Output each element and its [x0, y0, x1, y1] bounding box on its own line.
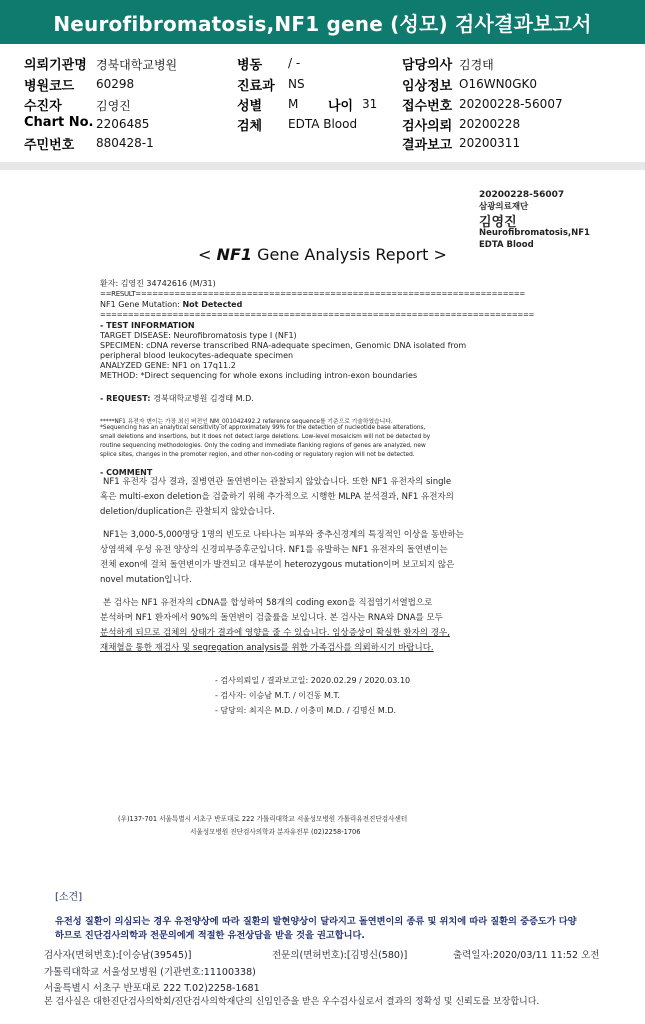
opinion-line-2: 하므로 진단검사의학과 전문의에게 적절한 유전상담을 받을 것을 권고합니다.: [55, 930, 365, 941]
institution-value: 경북대학교병원: [96, 58, 178, 72]
stamp-specimen: EDTA Blood: [479, 240, 534, 250]
age-value: 31: [362, 97, 378, 111]
comment-line-2: 혹은 multi-exon deletion을 검출하기 위해 추가적으로 시행한 MLPA 분석결과, NF1 유전자의: [100, 492, 454, 502]
analyzed-gene: ANALYZED GENE: NF1 on 17q11.2: [100, 361, 236, 370]
stamp-test: Neurofibromatosis,NF1: [479, 228, 590, 238]
print-time: 출력일자:2020/03/11 11:52 오전: [453, 950, 600, 961]
note-line-5: splice sites, changes in the promoter region, and other non-coding or regulatory region will not be detected.: [100, 452, 415, 458]
receipt-label: 접수번호: [402, 99, 453, 114]
request-date-label: 검사의뢰: [402, 119, 453, 134]
title-rest: Gene Analysis Report >: [252, 245, 447, 264]
comment-line-1: NF1 유전자 검사 결과, 질병연관 돌연변이는 관찰되지 않았습니다. 또한 NF1 유전자의 single: [103, 477, 452, 487]
gene-report-title: [0, 245, 645, 264]
comment-line-4: NF1는 3,000-5,000명당 1명의 빈도로 나타나는 피부와 중추신경계의 특징적인 이상을 동반하는: [103, 530, 464, 540]
comment-line-9: 분석하며 NF1 환자에서 90%의 돌연변이 검출률을 보입니다. 본 검사는 RNA와 DNA를 모두: [100, 613, 443, 623]
certification-note: 본 검사실은 대한진단검사의학회/진단검사의학재단의 신임인증을 받은 우수검사실로서 결과의 정확성 및 신뢰도를 보장합니다.: [44, 997, 540, 1007]
request-heading: - REQUEST:: [100, 394, 154, 403]
patient-value: 김영진: [96, 99, 131, 113]
scanned-report-page: [0, 170, 645, 870]
note-line-4: routine sequencing methodologies. Only the coding and immediate flanking regions of genes are analyzed, new: [100, 443, 426, 449]
comment-line-11: 재채혈을 통한 재검사 및 segregation analysis를 위한 가족검사를 의뢰하시기 바랍니다.: [100, 643, 434, 653]
test-info-heading: - TEST INFORMATION: [100, 321, 195, 330]
ward-label: 병동: [237, 58, 263, 73]
title-bar: [0, 0, 645, 44]
tester-info: 검사자(면허번호):[이승남(39545)]: [44, 950, 192, 961]
result-divider: ==RESULT======================================================================: [100, 290, 525, 298]
report-date-label: 결과보고: [402, 138, 453, 153]
comment-line-10: 분석하게 되므로 검체의 상태가 결과에 영향을 줄 수 있습니다. 임상증상이 확실한 환자의 경우,: [100, 628, 450, 638]
stamp-receipt: 20200228-56007: [479, 190, 565, 200]
comment-line-8: 본 검사는 NF1 유전자의 cDNA를 합성하여 58개의 coding exon을 직접염기서열법으로: [103, 598, 433, 608]
specimen-value: EDTA Blood: [288, 117, 358, 131]
receipt-value: 20200228-56007: [459, 97, 563, 111]
mutation-line: [100, 300, 242, 309]
clinical-value: O16WN0GK0: [459, 77, 537, 91]
doctor-value: 김경태: [459, 58, 494, 72]
institution-label: 의뢰기관명: [24, 58, 87, 73]
title-prefix: <: [198, 245, 217, 264]
address-line-2: 서울성모병원 진단검사의학과 분자유전부 (02)2258-1706: [190, 828, 361, 836]
clinical-label: 임상정보: [402, 79, 453, 94]
hospital-code-label: 병원코드: [24, 79, 75, 94]
request-value: 경북대학교병원 김경태 M.D.: [153, 394, 254, 403]
specialist-info: 전문의(면허번호):[김명신(580)]: [272, 950, 408, 961]
section-divider: [0, 162, 645, 170]
patient-line: 환자: 김영진 34742616 (M/31): [100, 279, 216, 288]
dept-value: NS: [288, 77, 305, 91]
section-divider-line: ==============================================================================: [100, 311, 535, 319]
doctor-label: 담당의사: [402, 58, 453, 73]
physicians-line: - 담당의: 최지은 M.D. / 이충미 M.D. / 김명신 M.D.: [215, 706, 397, 715]
mutation-value: Not Detected: [182, 300, 243, 309]
report-title-header: Neurofibromatosis,NF1 gene (성모) 검사결과보고서: [53, 12, 592, 36]
request-date-value: 20200228: [459, 117, 521, 131]
address-line-1: (우)137-701 서울특별시 서초구 반포대로 222 가톨릭대학교 서울성모병원 가톨릭유전진단검사센터: [118, 815, 408, 823]
comment-line-7: novel mutation입니다.: [100, 575, 192, 585]
sex-label: 성별: [237, 99, 263, 114]
sex-value: M: [288, 97, 299, 111]
dates-line: - 검사의뢰일 / 결과보고일: 2020.02.29 / 2020.03.10: [215, 676, 411, 685]
patient-info-panel: [0, 44, 645, 162]
stamp-lab: 삼광의료재단: [479, 202, 529, 212]
note-line-1: *****NF1 유전자 변이는 가장 최신 버전인 NM_001042492.2 reference sequence를 기준으로 기술하였습니다.: [100, 419, 393, 425]
request-line: [100, 393, 254, 404]
age-label: 나이: [328, 99, 354, 114]
opinion-line-1: 유전성 질환이 의심되는 경우 유전양상에 따라 질환의 발현양상이 달라지고 돌연변이의 종류 및 위치에 따라 질환의 중증도가 다양: [55, 916, 577, 927]
specimen-label: 검체: [237, 119, 263, 134]
comment-heading: - COMMENT: [100, 468, 153, 477]
stamp-patient: 김영진: [479, 215, 517, 230]
hospital-org: 가톨릭대학교 서울성모병원 (기관번호:11100338): [44, 967, 256, 978]
specimen-line-2: peripheral blood leukocytes-adequate specimen: [100, 351, 294, 360]
specimen-line-1: SPECIMEN: cDNA reverse transcribed RNA-adequate specimen, Genomic DNA isolated from: [100, 341, 467, 350]
dept-label: 진료과: [237, 79, 275, 94]
chart-no-label: Chart No.: [24, 115, 94, 130]
target-disease: TARGET DISEASE: Neurofibromatosis type I (NF1): [100, 331, 297, 340]
testers-line: - 검사자: 이승남 M.T. / 이건동 M.T.: [215, 691, 340, 700]
report-date-value: 20200311: [459, 136, 521, 150]
rrn-label: 주민번호: [24, 138, 75, 153]
opinion-heading: [소견]: [55, 892, 83, 903]
chart-no-value: 2206485: [96, 117, 150, 131]
title-gene: NF1: [216, 245, 252, 264]
comment-line-6: 전체 exon에 걸쳐 돌연변이가 발견되고 대부분이 heterozygous mutation이며 보고되지 않은: [100, 560, 455, 570]
comment-line-5: 상염색체 우성 유전 양상의 신경피부증후군입니다. NF1를 유발하는 NF1 유전자의 돌연변이는: [100, 545, 448, 555]
note-line-3: small deletions and insertions, but it does not detect large deletions. Low-level mosaicism will not be detected by: [100, 434, 431, 440]
hospital-address: 서울특별시 서초구 반포대로 222 T.02)2258-1681: [44, 983, 260, 994]
report-footer: [0, 870, 645, 1024]
ward-value: / -: [288, 56, 301, 70]
note-line-2: *Sequencing has an analytical sensitivity of approximately 99% for the detection of nucleotide base alterations,: [100, 425, 426, 431]
patient-label: 수진자: [24, 99, 62, 114]
method-line: METHOD: *Direct sequencing for whole exons including intron-exon boundaries: [100, 371, 418, 380]
rrn-value: 880428-1: [96, 136, 154, 150]
comment-line-3: deletion/duplication은 관찰되지 않았습니다.: [100, 507, 275, 517]
mutation-label: NF1 Gene Mutation:: [100, 300, 183, 309]
hospital-code-value: 60298: [96, 77, 135, 91]
